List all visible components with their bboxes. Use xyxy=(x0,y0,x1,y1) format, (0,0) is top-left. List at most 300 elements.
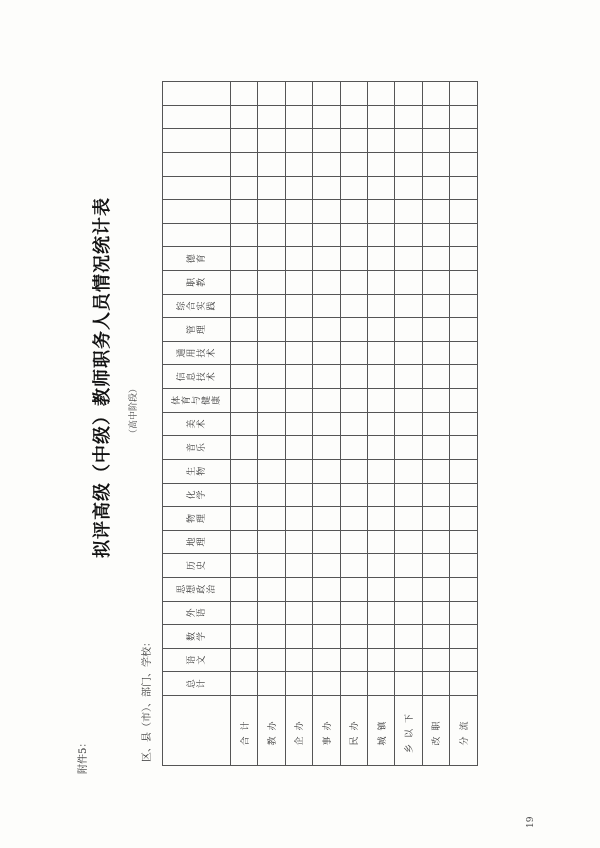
data-cell xyxy=(422,554,449,578)
data-cell xyxy=(367,601,394,625)
data-cell xyxy=(258,223,285,247)
column-header xyxy=(163,365,231,389)
data-cell xyxy=(422,129,449,153)
data-cell xyxy=(313,294,340,318)
data-cell xyxy=(231,672,258,696)
data-cell xyxy=(340,483,367,507)
data-cell xyxy=(258,389,285,413)
data-cell xyxy=(313,365,340,389)
data-cell xyxy=(258,152,285,176)
column-header xyxy=(163,152,231,176)
column-header-label: 地 理 xyxy=(186,537,207,547)
data-cell xyxy=(285,648,312,672)
data-cell xyxy=(340,648,367,672)
data-cell xyxy=(285,200,312,224)
column-header xyxy=(163,554,231,578)
column-header-label xyxy=(164,106,230,129)
data-cell xyxy=(395,625,422,649)
column-header-label xyxy=(164,177,230,200)
data-cell xyxy=(395,294,422,318)
data-cell xyxy=(450,82,477,106)
statistics-table xyxy=(162,81,478,766)
data-cell xyxy=(231,176,258,200)
column-header xyxy=(163,483,231,507)
data-cell xyxy=(367,459,394,483)
column-header xyxy=(163,672,231,696)
data-cell xyxy=(367,483,394,507)
data-cell xyxy=(367,389,394,413)
data-cell xyxy=(450,223,477,247)
data-cell xyxy=(395,129,422,153)
data-cell xyxy=(258,483,285,507)
data-cell xyxy=(258,341,285,365)
row-label: 合计 xyxy=(231,696,258,766)
data-cell xyxy=(285,318,312,342)
data-cell xyxy=(285,271,312,295)
data-cell xyxy=(258,530,285,554)
column-header xyxy=(163,271,231,295)
data-cell xyxy=(450,294,477,318)
data-cell xyxy=(367,625,394,649)
data-cell xyxy=(450,129,477,153)
data-cell xyxy=(450,341,477,365)
data-cell xyxy=(340,247,367,271)
data-cell xyxy=(231,200,258,224)
data-cell xyxy=(367,648,394,672)
data-cell xyxy=(231,129,258,153)
data-cell xyxy=(395,483,422,507)
data-cell xyxy=(313,554,340,578)
column-header-label: 管 理 xyxy=(186,325,207,335)
data-cell xyxy=(422,152,449,176)
data-cell xyxy=(422,436,449,460)
data-cell xyxy=(258,625,285,649)
data-cell xyxy=(231,105,258,129)
data-cell xyxy=(422,530,449,554)
data-cell xyxy=(450,247,477,271)
data-cell xyxy=(231,341,258,365)
data-cell xyxy=(285,577,312,601)
column-header xyxy=(163,341,231,365)
data-cell xyxy=(258,271,285,295)
data-cell xyxy=(340,672,367,696)
data-cell xyxy=(285,625,312,649)
data-cell xyxy=(340,176,367,200)
data-cell xyxy=(231,459,258,483)
data-cell xyxy=(285,341,312,365)
data-cell xyxy=(313,341,340,365)
data-cell xyxy=(395,152,422,176)
data-cell xyxy=(285,129,312,153)
column-header xyxy=(163,318,231,342)
column-header-label: 综 合 实 践 xyxy=(176,301,217,311)
data-cell xyxy=(450,672,477,696)
data-cell xyxy=(285,223,312,247)
data-cell xyxy=(231,389,258,413)
data-cell xyxy=(450,436,477,460)
data-cell xyxy=(450,625,477,649)
data-cell xyxy=(422,247,449,271)
data-cell xyxy=(313,507,340,531)
data-cell xyxy=(422,483,449,507)
column-header-label: 物 理 xyxy=(186,513,207,523)
data-cell xyxy=(395,389,422,413)
data-cell xyxy=(340,294,367,318)
table-row xyxy=(450,82,477,766)
data-cell xyxy=(285,247,312,271)
data-cell xyxy=(231,625,258,649)
data-cell xyxy=(450,412,477,436)
data-cell xyxy=(231,412,258,436)
region-label: 区、县（市）、部门、学校： xyxy=(142,637,153,762)
data-cell xyxy=(395,318,422,342)
data-cell xyxy=(367,554,394,578)
data-cell xyxy=(258,176,285,200)
data-cell xyxy=(367,577,394,601)
data-cell xyxy=(231,648,258,672)
data-cell xyxy=(367,530,394,554)
data-cell xyxy=(340,507,367,531)
data-cell xyxy=(340,412,367,436)
column-header-label: 外 语 xyxy=(186,608,207,618)
data-cell xyxy=(450,601,477,625)
table-row xyxy=(395,82,422,766)
data-cell xyxy=(422,648,449,672)
data-cell xyxy=(367,152,394,176)
data-cell xyxy=(285,672,312,696)
data-cell xyxy=(285,436,312,460)
column-header-label: 职 教 xyxy=(186,277,207,287)
data-cell xyxy=(395,247,422,271)
data-cell xyxy=(231,483,258,507)
data-cell xyxy=(313,412,340,436)
data-cell xyxy=(231,82,258,106)
column-header xyxy=(163,223,231,247)
data-cell xyxy=(450,176,477,200)
data-cell xyxy=(395,105,422,129)
column-header-label: 总 计 xyxy=(186,679,207,689)
data-cell xyxy=(367,365,394,389)
data-cell xyxy=(258,247,285,271)
data-cell xyxy=(450,483,477,507)
data-cell xyxy=(313,105,340,129)
data-cell xyxy=(340,271,367,295)
data-cell xyxy=(450,200,477,224)
column-header xyxy=(163,200,231,224)
column-header-label xyxy=(164,82,230,105)
data-cell xyxy=(231,152,258,176)
data-cell xyxy=(340,530,367,554)
column-header-label: 通 用 技 术 xyxy=(176,348,217,358)
data-cell xyxy=(340,459,367,483)
data-cell xyxy=(367,129,394,153)
data-cell xyxy=(395,176,422,200)
data-cell xyxy=(258,318,285,342)
data-cell xyxy=(231,365,258,389)
data-cell xyxy=(313,577,340,601)
column-header-label: 美 术 xyxy=(186,419,207,429)
data-cell xyxy=(450,507,477,531)
data-cell xyxy=(231,530,258,554)
data-cell xyxy=(340,341,367,365)
data-cell xyxy=(395,82,422,106)
data-cell xyxy=(258,554,285,578)
data-cell xyxy=(285,507,312,531)
row-label: 民办 xyxy=(340,696,367,766)
column-header xyxy=(163,176,231,200)
column-header xyxy=(163,105,231,129)
data-cell xyxy=(422,82,449,106)
header-row xyxy=(163,82,231,766)
data-cell xyxy=(422,672,449,696)
data-cell xyxy=(313,200,340,224)
data-cell xyxy=(367,271,394,295)
data-cell xyxy=(313,129,340,153)
data-cell xyxy=(422,271,449,295)
data-cell xyxy=(313,389,340,413)
column-header xyxy=(163,601,231,625)
data-cell xyxy=(367,412,394,436)
data-cell xyxy=(313,271,340,295)
row-label: 事办 xyxy=(313,696,340,766)
data-cell xyxy=(450,365,477,389)
data-cell xyxy=(422,601,449,625)
data-cell xyxy=(450,554,477,578)
page-number: 19 xyxy=(526,816,536,828)
column-header xyxy=(163,389,231,413)
data-cell xyxy=(313,483,340,507)
data-cell xyxy=(285,389,312,413)
data-cell xyxy=(367,436,394,460)
column-header-label: 思 想 政 治 xyxy=(176,584,217,594)
data-cell xyxy=(395,412,422,436)
column-header xyxy=(163,648,231,672)
data-cell xyxy=(395,365,422,389)
data-cell xyxy=(422,176,449,200)
data-cell xyxy=(285,365,312,389)
data-cell xyxy=(395,507,422,531)
column-header-label: 化 学 xyxy=(186,490,207,500)
data-cell xyxy=(313,318,340,342)
data-cell xyxy=(258,459,285,483)
data-cell xyxy=(422,200,449,224)
data-cell xyxy=(340,318,367,342)
data-cell xyxy=(340,625,367,649)
data-cell xyxy=(231,223,258,247)
data-cell xyxy=(340,105,367,129)
data-cell xyxy=(285,105,312,129)
column-header-label: 语 文 xyxy=(186,655,207,665)
corner-cell xyxy=(163,696,231,766)
data-cell xyxy=(340,129,367,153)
table-row xyxy=(340,82,367,766)
data-cell xyxy=(395,554,422,578)
data-cell xyxy=(395,200,422,224)
table-row xyxy=(258,82,285,766)
data-cell xyxy=(258,577,285,601)
column-header-label xyxy=(164,200,230,223)
data-cell xyxy=(395,648,422,672)
data-cell xyxy=(367,247,394,271)
data-cell xyxy=(450,530,477,554)
data-cell xyxy=(258,365,285,389)
data-cell xyxy=(285,530,312,554)
column-header-label xyxy=(164,153,230,176)
row-label: 城镇 xyxy=(367,696,394,766)
data-cell xyxy=(258,507,285,531)
data-cell xyxy=(231,436,258,460)
data-cell xyxy=(285,554,312,578)
data-cell xyxy=(231,271,258,295)
data-cell xyxy=(285,152,312,176)
column-header-label: 信 息 技 术 xyxy=(176,372,217,382)
data-cell xyxy=(313,247,340,271)
data-cell xyxy=(422,318,449,342)
data-cell xyxy=(313,672,340,696)
data-cell xyxy=(367,176,394,200)
table-title: 拟评高级（中级）教师职务人员情况统计表 xyxy=(92,197,113,558)
data-cell xyxy=(285,294,312,318)
data-cell xyxy=(422,105,449,129)
table-subtitle: （高中阶段） xyxy=(129,383,139,438)
column-header xyxy=(163,412,231,436)
data-cell xyxy=(367,341,394,365)
data-cell xyxy=(313,648,340,672)
data-cell xyxy=(395,223,422,247)
data-cell xyxy=(285,601,312,625)
column-header xyxy=(163,507,231,531)
data-cell xyxy=(450,648,477,672)
column-header xyxy=(163,625,231,649)
data-cell xyxy=(422,223,449,247)
data-cell xyxy=(313,436,340,460)
column-header xyxy=(163,459,231,483)
data-cell xyxy=(231,247,258,271)
data-cell xyxy=(395,577,422,601)
data-cell xyxy=(231,577,258,601)
column-header xyxy=(163,247,231,271)
data-cell xyxy=(422,365,449,389)
data-cell xyxy=(367,105,394,129)
data-cell xyxy=(450,271,477,295)
data-cell xyxy=(395,672,422,696)
data-cell xyxy=(340,200,367,224)
column-header-label: 数 学 xyxy=(186,631,207,641)
column-header-label: 音 乐 xyxy=(186,443,207,453)
data-cell xyxy=(313,152,340,176)
data-cell xyxy=(367,82,394,106)
data-cell xyxy=(422,507,449,531)
data-cell xyxy=(258,672,285,696)
data-cell xyxy=(285,412,312,436)
table-row xyxy=(285,82,312,766)
table-row xyxy=(231,82,258,766)
data-cell xyxy=(395,271,422,295)
data-cell xyxy=(340,365,367,389)
column-header-label: 历 史 xyxy=(186,561,207,571)
column-header xyxy=(163,530,231,554)
table-row xyxy=(422,82,449,766)
data-cell xyxy=(422,294,449,318)
data-cell xyxy=(258,648,285,672)
column-header xyxy=(163,129,231,153)
row-label: 改职 xyxy=(422,696,449,766)
data-cell xyxy=(450,459,477,483)
row-label: 分流 xyxy=(450,696,477,766)
data-cell xyxy=(231,601,258,625)
data-cell xyxy=(313,82,340,106)
data-cell xyxy=(450,389,477,413)
data-cell xyxy=(340,601,367,625)
data-cell xyxy=(367,294,394,318)
data-cell xyxy=(258,129,285,153)
data-cell xyxy=(258,412,285,436)
data-cell xyxy=(258,82,285,106)
data-cell xyxy=(395,436,422,460)
data-cell xyxy=(422,412,449,436)
data-cell xyxy=(395,459,422,483)
row-label: 教办 xyxy=(258,696,285,766)
data-cell xyxy=(258,105,285,129)
data-cell xyxy=(231,318,258,342)
data-cell xyxy=(340,223,367,247)
data-cell xyxy=(450,318,477,342)
data-cell xyxy=(313,223,340,247)
data-cell xyxy=(422,341,449,365)
row-label: 乡以下 xyxy=(395,696,422,766)
row-label: 企办 xyxy=(285,696,312,766)
data-cell xyxy=(422,459,449,483)
data-cell xyxy=(367,672,394,696)
column-header xyxy=(163,82,231,106)
data-cell xyxy=(340,554,367,578)
data-cell xyxy=(285,483,312,507)
data-cell xyxy=(340,389,367,413)
data-cell xyxy=(422,625,449,649)
data-cell xyxy=(285,459,312,483)
data-cell xyxy=(231,294,258,318)
data-cell xyxy=(258,200,285,224)
data-cell xyxy=(313,625,340,649)
data-cell xyxy=(340,577,367,601)
column-header-label xyxy=(164,129,230,152)
data-cell xyxy=(313,530,340,554)
data-cell xyxy=(340,82,367,106)
column-header xyxy=(163,294,231,318)
column-header xyxy=(163,436,231,460)
data-cell xyxy=(450,152,477,176)
data-cell xyxy=(422,577,449,601)
data-cell xyxy=(258,436,285,460)
data-cell xyxy=(231,554,258,578)
column-header xyxy=(163,577,231,601)
data-cell xyxy=(395,530,422,554)
data-cell xyxy=(395,601,422,625)
data-cell xyxy=(340,436,367,460)
attachment-label: 附件5： xyxy=(78,737,89,774)
data-cell xyxy=(450,577,477,601)
column-header-label: 体 育 与 健 康 xyxy=(171,395,222,405)
data-cell xyxy=(450,105,477,129)
data-cell xyxy=(367,507,394,531)
data-cell xyxy=(340,152,367,176)
column-header-label: 德 育 xyxy=(186,254,207,264)
data-cell xyxy=(422,389,449,413)
data-cell xyxy=(367,318,394,342)
column-header-label: 生 物 xyxy=(186,466,207,476)
table-row xyxy=(313,82,340,766)
data-cell xyxy=(313,459,340,483)
